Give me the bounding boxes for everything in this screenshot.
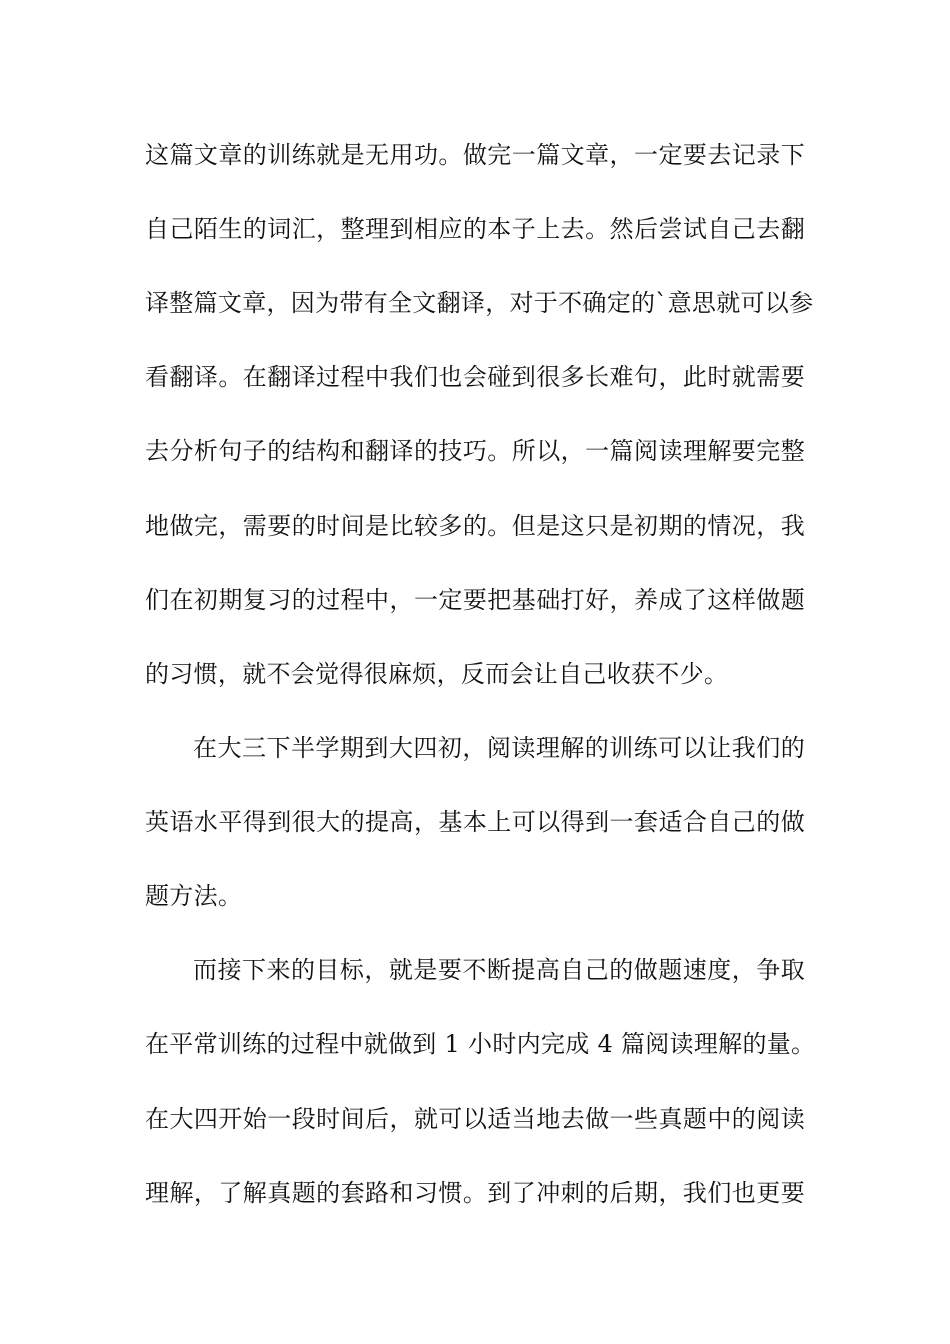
- text-line: 在大四开始一段时间后，就可以适当地去做一些真题中的阅读: [145, 1105, 805, 1133]
- text-line: 这篇文章的训练就是无用功。做完一篇文章，一定要去记录下: [145, 141, 805, 169]
- text-line: 地做完，需要的时间是比较多的。但是这只是初期的情况，我: [145, 512, 805, 540]
- text-line: 看翻译。在翻译过程中我们也会碰到很多长难句，此时就需要: [145, 363, 805, 391]
- paragraph-first-line: 而接下来的目标，就是要不断提高自己的做题速度，争取: [193, 956, 805, 984]
- text-line: 自己陌生的词汇，整理到相应的本子上去。然后尝试自己去翻: [145, 215, 805, 243]
- text-line: 在平常训练的过程中就做到 1 小时内完成 4 篇阅读理解的量。: [145, 1030, 816, 1058]
- text-line: 理解，了解真题的套路和习惯。到了冲刺的后期，我们也更要: [145, 1179, 805, 1207]
- text-line: 题方法。: [145, 882, 243, 910]
- text-line: 译整篇文章，因为带有全文翻译，对于不确定的`意思就可以参: [145, 289, 814, 317]
- text-line: 的习惯，就不会觉得很麻烦，反而会让自己收获不少。: [145, 660, 729, 688]
- paragraph-first-line: 在大三下半学期到大四初，阅读理解的训练可以让我们的: [193, 734, 805, 762]
- text-line: 们在初期复习的过程中，一定要把基础打好，养成了这样做题: [145, 586, 805, 614]
- text-line: 英语水平得到很大的提高，基本上可以得到一套适合自己的做: [145, 808, 805, 836]
- text-line: 去分析句子的结构和翻译的技巧。所以，一篇阅读理解要完整: [145, 437, 805, 465]
